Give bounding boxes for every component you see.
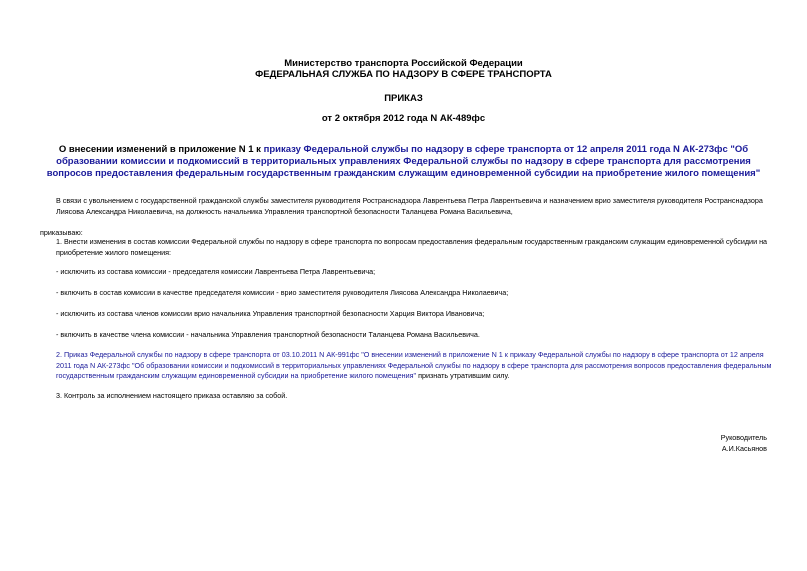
title-prefix: О внесении изменений в приложение N 1 к bbox=[58, 144, 264, 155]
intro-paragraph: В связи с увольнением с государственной гражданской службы заместителя руководителя Ространснадзора Лаврентьева Петра Лаврентьевича и назначением врио заместителя руководителя Ространснадзора Лиясова Александра Николаевича, на должность начальника Управления транспортной безопасности Таланцева Романа Васильевича, bbox=[56, 196, 763, 216]
title-reference-link[interactable]: приказу Федеральной службы по надзору в сфере транспорта от 12 апреля 2011 года N АК-273фс "Об образовании комиссии и подкомиссий в территориальных управлениях Федеральной службы по надзору в сфере транспорта для рассмотрения вопросов предоставления федеральным государственным гражданским служащим единовременной субсидии на приобретение жилого помещения" bbox=[46, 144, 761, 179]
item-2 bbox=[56, 350, 775, 382]
item-2-reference-link[interactable]: 2. Приказ Федеральной службы по надзору в сфере транспорта от 03.10.2011 N АК-991фс "О внесении изменений в приложение N 1 к приказу Федеральной службы по надзору в сфере транспорта от 12 апреля 2011 года N АК-273фс "Об образовании комиссии и подкомиссий в территориальных управлениях Федеральной службы по надзору в сфере транспорта для рассмотрения вопросов предоставления федеральным государственным гражданским служащим единовременной субсидии на приобретение жилого помещения" bbox=[56, 350, 772, 380]
subitem-3: - исключить из состава членов комиссии врио начальника Управления транспортной безопасности Харция Виктора Ивановича; bbox=[56, 309, 485, 318]
subitem-1: - исключить из состава комиссии - председателя комиссии Лаврентьева Петра Лаврентьевича; bbox=[56, 267, 376, 276]
document-date-number: от 2 октября 2012 года N АК-489фс bbox=[321, 113, 486, 124]
signatory-position: Руководитель bbox=[720, 433, 767, 442]
subitem-4: - включить в качестве члена комиссии - начальника Управления транспортной безопасности Таланцева Романа Васильевича. bbox=[56, 330, 480, 339]
signature-block bbox=[721, 432, 767, 454]
order-word: приказываю: bbox=[40, 228, 83, 237]
ministry-name: Министерство транспорта Российской Федерации bbox=[284, 58, 523, 69]
item-3: 3. Контроль за исполнением настоящего приказа оставляю за собой. bbox=[56, 391, 288, 400]
document-title bbox=[40, 144, 767, 180]
signatory-name: А.И.Касьянов bbox=[721, 444, 767, 453]
item-1: 1. Внести изменения в состав комиссии Федеральной службы по надзору в сфере транспорта по вопросам предоставления федеральным государственным гражданским служащим единовременной субсидии на приобретение жилого помещения: bbox=[56, 237, 768, 257]
document-type: ПРИКАЗ bbox=[384, 93, 423, 104]
service-name: ФЕДЕРАЛЬНАЯ СЛУЖБА ПО НАДЗОРУ В СФЕРЕ ТРАНСПОРТА bbox=[255, 69, 552, 80]
item-2-tail: признать утратившим силу. bbox=[416, 371, 510, 380]
subitem-2: - включить в состав комиссии в качестве председателя комиссии - врио заместителя руководителя Лиясова Александра Николаевича; bbox=[56, 288, 509, 297]
